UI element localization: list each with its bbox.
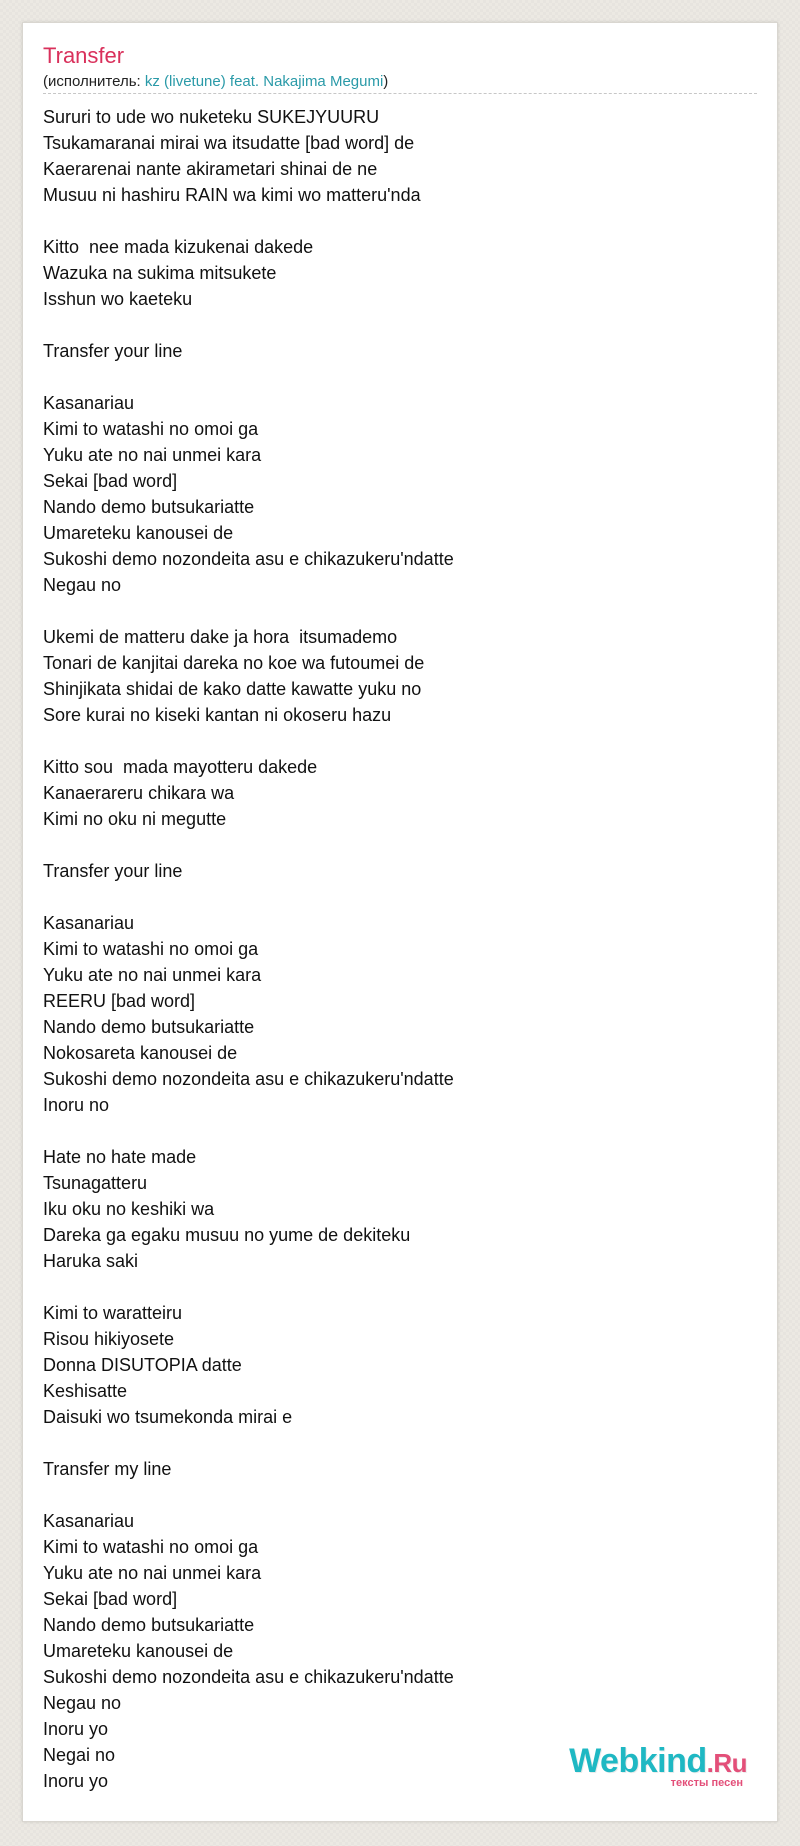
lyrics-card — [22, 22, 778, 1822]
lyric-line: REERU [bad word] — [43, 991, 196, 1011]
lyric-line: Dareka ga egaku musuu no yume de dekiteku — [43, 1225, 411, 1245]
title-divider — [43, 93, 757, 94]
lyric-line: Inoru no — [43, 1095, 110, 1115]
site-logo[interactable] — [569, 1743, 747, 1789]
artist-prefix: (исполнитель: — [43, 73, 145, 90]
lyric-line: Hate no hate made — [43, 1147, 197, 1167]
lyrics-stanza — [43, 234, 454, 312]
lyric-line: Nando demo butsukariatte — [43, 1017, 255, 1037]
lyric-line: Ukemi de matteru dake ja hora itsumademo — [43, 627, 398, 647]
lyric-line: Kitto nee mada kizukenai dakede — [43, 237, 314, 257]
lyrics-stanza — [43, 338, 454, 364]
lyric-line: Sukoshi demo nozondeita asu e chikazukeru'ndatte — [43, 1069, 454, 1089]
lyric-line: Musuu ni hashiru RAIN wa kimi wo matteru'nda — [43, 185, 421, 205]
lyric-line: Keshisatte — [43, 1381, 128, 1401]
lyric-line: Wazuka na sukima mitsukete — [43, 263, 277, 283]
lyric-line: Kimi to watashi no omoi ga — [43, 1537, 259, 1557]
logo-tagline: тексты песен — [670, 1777, 743, 1789]
lyrics-stanza — [43, 1144, 454, 1274]
lyric-line: Kimi to watashi no omoi ga — [43, 939, 259, 959]
lyric-line: Tsunagatteru — [43, 1173, 148, 1193]
lyrics-stanza — [43, 1508, 454, 1794]
lyric-line: Kitto sou mada mayotteru dakede — [43, 757, 318, 777]
lyric-line: Kasanariau — [43, 1511, 135, 1531]
logo-tld: .Ru — [706, 1748, 747, 1778]
lyric-line: Tonari de kanjitai dareka no koe wa futoumei de — [43, 653, 425, 673]
lyric-line: Isshun wo kaeteku — [43, 289, 193, 309]
logo-wordmark — [569, 1743, 747, 1781]
lyric-line: Kaerarenai nante akirametari shinai de ne — [43, 159, 378, 179]
lyric-line: Yuku ate no nai unmei kara — [43, 965, 262, 985]
lyrics-body — [43, 104, 454, 1794]
lyric-line: Yuku ate no nai unmei kara — [43, 445, 262, 465]
lyric-line: Negau no — [43, 575, 122, 595]
lyric-line: Transfer your line — [43, 341, 183, 361]
lyric-line: Negau no — [43, 1693, 122, 1713]
lyric-line: Umareteku kanousei de — [43, 1641, 234, 1661]
lyric-line: Donna DISUTOPIA datte — [43, 1355, 242, 1375]
lyric-line: Nokosareta kanousei de — [43, 1043, 238, 1063]
lyric-line: Inoru yo — [43, 1771, 109, 1791]
lyric-line: Sekai [bad word] — [43, 471, 178, 491]
lyric-line: Kasanariau — [43, 393, 135, 413]
lyric-line: Haruka saki — [43, 1251, 139, 1271]
lyric-line: Iku oku no keshiki wa — [43, 1199, 215, 1219]
lyric-line: Kasanariau — [43, 913, 135, 933]
lyric-line: Tsukamaranai mirai wa itsudatte [bad word] de — [43, 133, 415, 153]
lyrics-stanza — [43, 754, 454, 832]
lyric-line: Kimi to watashi no omoi ga — [43, 419, 259, 439]
artist-link[interactable]: kz (livetune) feat. Nakajima Megumi — [144, 73, 384, 90]
artist-line — [43, 73, 388, 91]
lyric-line: Sore kurai no kiseki kantan ni okoseru hazu — [43, 705, 392, 725]
lyric-line: Umareteku kanousei de — [43, 523, 234, 543]
lyric-line: Sukoshi demo nozondeita asu e chikazukeru'ndatte — [43, 549, 454, 569]
artist-suffix: ) — [383, 73, 389, 90]
lyrics-stanza — [43, 390, 454, 598]
lyric-line: Risou hikiyosete — [43, 1329, 175, 1349]
lyric-line: Kimi to waratteiru — [43, 1303, 183, 1323]
lyric-line: Transfer my line — [43, 1459, 172, 1479]
lyrics-stanza — [43, 910, 454, 1118]
lyrics-stanza — [43, 1300, 454, 1430]
lyric-line: Shinjikata shidai de kako datte kawatte yuku no — [43, 679, 422, 699]
lyrics-stanza — [43, 1456, 454, 1482]
lyric-line: Sekai [bad word] — [43, 1589, 178, 1609]
lyric-line: Kanaerareru chikara wa — [43, 783, 235, 803]
lyrics-stanza — [43, 858, 454, 884]
lyric-line: Sukoshi demo nozondeita asu e chikazukeru'ndatte — [43, 1667, 454, 1687]
lyric-line: Daisuki wo tsumekonda mirai e — [43, 1407, 293, 1427]
lyric-line: Yuku ate no nai unmei kara — [43, 1563, 262, 1583]
lyric-line: Sururi to ude wo nuketeku SUKEJYUURU — [43, 107, 380, 127]
logo-name: Webkind — [569, 1742, 707, 1780]
lyric-line: Negai no — [43, 1745, 116, 1765]
lyric-line: Transfer your line — [43, 861, 183, 881]
lyric-line: Nando demo butsukariatte — [43, 1615, 255, 1635]
lyric-line: Inoru yo — [43, 1719, 109, 1739]
lyric-line: Kimi no oku ni megutte — [43, 809, 227, 829]
song-title: Transfer — [43, 43, 125, 68]
lyrics-stanza — [43, 104, 454, 208]
lyric-line: Nando demo butsukariatte — [43, 497, 255, 517]
lyrics-stanza — [43, 624, 454, 728]
